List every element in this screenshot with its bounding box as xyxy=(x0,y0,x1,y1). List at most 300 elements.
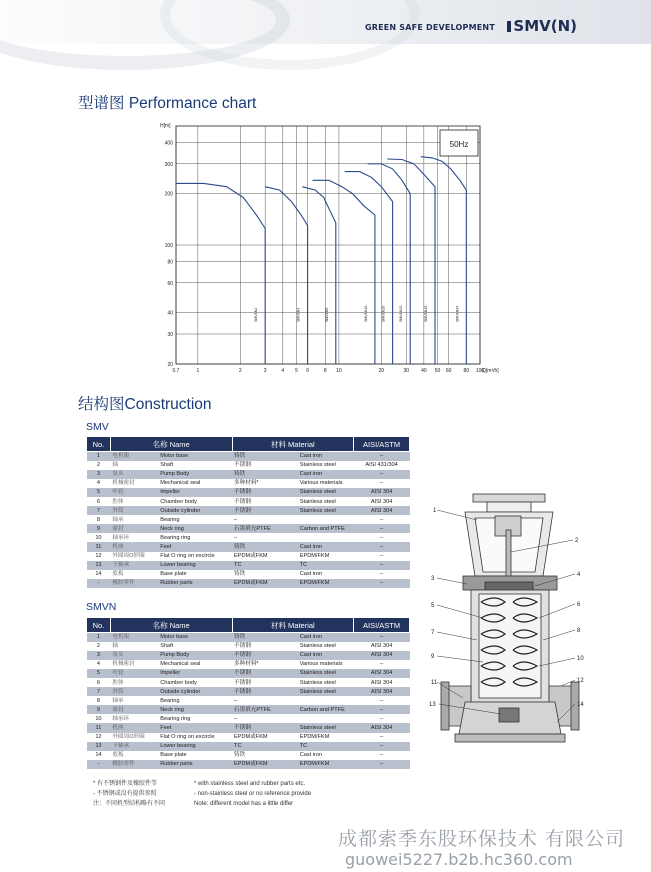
x-tick-label: 80 xyxy=(463,368,470,374)
table-row xyxy=(87,461,410,470)
cell-en: Lower bearing xyxy=(158,742,232,751)
note-zh-3: 注：不同机型结构略有不同 xyxy=(93,801,166,807)
cell-zh: 底板 xyxy=(110,751,158,760)
cell-en: Bearing xyxy=(158,515,232,524)
cell-en: Bearing xyxy=(158,696,232,705)
inlet-flange xyxy=(441,682,449,730)
cell-mzh: 铸铁 xyxy=(232,751,298,760)
cell-mzh: 不锈钢 xyxy=(232,642,298,651)
x-tick-label: 30 xyxy=(403,368,410,374)
performance-chart xyxy=(150,118,499,380)
cell-men: Cast iron xyxy=(298,751,354,760)
cell-mzh: 铸铁 xyxy=(232,542,298,551)
table-row xyxy=(87,515,410,524)
cell-zh: 外筒 xyxy=(110,506,158,515)
series-label: SMV1N32 xyxy=(399,305,404,322)
callout-number: 1 xyxy=(433,508,437,514)
callout-number: 6 xyxy=(577,602,581,608)
cell-mzh: EPDM或FKM xyxy=(232,552,298,561)
cell-zh: 轴 xyxy=(110,461,158,470)
watermark-url: guowei5227.b2b.hc360.com xyxy=(345,850,573,869)
cell-no: 12 xyxy=(87,733,111,742)
cell-mzh: 不锈钢 xyxy=(232,687,298,696)
table-row xyxy=(87,760,410,769)
cell-mzh: 不锈钢 xyxy=(232,488,298,497)
cell-en: Mechanical seal xyxy=(158,660,232,669)
logo-mark-icon xyxy=(507,21,511,32)
x-tick-label: 2 xyxy=(238,368,242,374)
cell-no: 14 xyxy=(87,570,111,579)
table-row xyxy=(87,470,410,479)
performance-title-zh: 型谱图 xyxy=(78,94,125,112)
cell-aisi: – xyxy=(354,660,410,669)
cell-men: Stainless steel xyxy=(298,497,354,506)
table-row xyxy=(87,633,410,642)
cell-aisi: AISI 304 xyxy=(354,497,410,506)
x-tick-label: 10 xyxy=(336,368,342,374)
cell-men: EPDM/FKM xyxy=(298,552,354,561)
cell-aisi: – xyxy=(354,633,410,642)
cell-zh: 电机架 xyxy=(110,633,158,642)
cell-en: Rubber parts xyxy=(158,579,232,588)
smvn-material-table xyxy=(86,617,410,769)
x-tick-label: 50 xyxy=(434,368,441,374)
cell-men: EPDM/FKM xyxy=(298,733,354,742)
cell-en: Bearing ring xyxy=(158,533,232,542)
cell-en: Feet xyxy=(158,542,232,551)
cell-zh: 轴承 xyxy=(110,515,158,524)
note-zh-2: - 不锈钢或没有提供参照 xyxy=(93,791,157,797)
table-row xyxy=(87,488,410,497)
table-row xyxy=(87,660,410,669)
cell-mzh: TC xyxy=(232,742,298,751)
coupling-housing xyxy=(487,502,531,512)
x-tick-label: 6 xyxy=(306,368,310,374)
cell-en: Flat O ring on excircle xyxy=(158,733,232,742)
cell-aisi: – xyxy=(354,561,410,570)
cell-no: 7 xyxy=(87,687,111,696)
table-row xyxy=(87,678,410,687)
cell-aisi: – xyxy=(354,452,410,461)
cell-zh: 下轴承 xyxy=(110,742,158,751)
y-tick-label: 400 xyxy=(164,140,173,147)
cell-men: Stainless steel xyxy=(298,678,354,687)
cell-aisi: – xyxy=(354,570,410,579)
cell-zh: 橡胶零件 xyxy=(110,579,158,588)
callout-number: 9 xyxy=(431,654,435,660)
cell-men xyxy=(298,515,354,524)
notes-zh xyxy=(93,779,165,809)
cell-mzh: – xyxy=(232,714,298,723)
cell-mzh: 不锈钢 xyxy=(232,651,298,660)
cell-mzh: 不锈钢 xyxy=(232,723,298,732)
x-tick-label: 1 xyxy=(196,368,200,374)
cell-zh: 底板 xyxy=(110,570,158,579)
callout-number: 13 xyxy=(429,702,436,708)
cell-no: - xyxy=(87,760,111,769)
cell-aisi: AISI 304 xyxy=(354,488,410,497)
pump-cross-section-diagram xyxy=(425,490,595,760)
cell-no: 5 xyxy=(87,488,111,497)
cell-en: Lower bearing xyxy=(158,561,232,570)
cell-mzh: EPDM或FKM xyxy=(232,760,298,769)
table-row xyxy=(87,497,410,506)
cell-aisi: – xyxy=(354,479,410,488)
cell-en: Motor base xyxy=(158,633,232,642)
callout-number: 7 xyxy=(431,630,435,636)
y-tick-label: 200 xyxy=(164,191,173,198)
cell-men: Various materials xyxy=(298,479,354,488)
cell-men: Stainless steel xyxy=(298,461,354,470)
table-row xyxy=(87,705,410,714)
motor-flange xyxy=(473,494,545,502)
cell-en: Impeller xyxy=(158,669,232,678)
cell-aisi: AISI 304 xyxy=(354,687,410,696)
table-row xyxy=(87,579,410,588)
cell-no: 4 xyxy=(87,660,111,669)
header-name: 名称 Name xyxy=(110,437,232,452)
cell-no: 1 xyxy=(87,452,111,461)
cell-zh: 腔体 xyxy=(110,678,158,687)
cell-aisi: AISI 304 xyxy=(354,642,410,651)
cell-en: Base plate xyxy=(158,570,232,579)
cell-men: EPDM/FKM xyxy=(298,760,354,769)
cell-men: Carbon and PTFE xyxy=(298,524,354,533)
y-tick-label: 30 xyxy=(167,332,173,339)
cell-no: 8 xyxy=(87,696,111,705)
series-label: SMV1N10 xyxy=(363,305,368,322)
series-label: SMV1N64 xyxy=(455,305,460,322)
cell-aisi: – xyxy=(354,760,410,769)
callout-number: 3 xyxy=(431,576,435,582)
cell-mzh: 多种材料* xyxy=(232,479,298,488)
header-aisi: AISI/ASTM xyxy=(354,437,410,452)
cell-aisi: – xyxy=(354,470,410,479)
cell-no: - xyxy=(87,579,111,588)
cell-no: 4 xyxy=(87,479,111,488)
cell-aisi: AISI 304 xyxy=(354,678,410,687)
cell-men: Cast iron xyxy=(298,570,354,579)
construction-title-zh: 结构图 xyxy=(78,395,125,413)
cell-zh: 外筒 xyxy=(110,687,158,696)
pump-drawing xyxy=(441,494,579,742)
callout-number: 4 xyxy=(577,572,581,578)
performance-title-en: Performance chart xyxy=(128,95,257,112)
cell-mzh: 铸铁 xyxy=(232,452,298,461)
construction-section-title xyxy=(78,392,212,414)
series-label: SMV1N20 xyxy=(381,305,386,322)
cell-zh: 机座 xyxy=(110,723,158,732)
cell-en: Chamber body xyxy=(158,497,232,506)
table-row xyxy=(87,533,410,542)
cell-no: 5 xyxy=(87,669,111,678)
frequency-label: 50Hz xyxy=(449,140,469,149)
cell-en: Pump Body xyxy=(158,470,232,479)
cell-aisi: AISI 431/304 xyxy=(354,461,410,470)
cell-men: Cast iron xyxy=(298,452,354,461)
callout-number: 12 xyxy=(577,678,584,684)
cell-mzh: TC xyxy=(232,561,298,570)
cell-zh: 外圆周O形圈 xyxy=(110,552,158,561)
cell-no: 9 xyxy=(87,705,111,714)
cell-men: Carbon and PTFE xyxy=(298,705,354,714)
cell-no: 2 xyxy=(87,642,111,651)
cell-aisi: – xyxy=(354,524,410,533)
cell-men: Various materials xyxy=(298,660,354,669)
table-row xyxy=(87,751,410,760)
cell-en: Outside cylinder xyxy=(158,506,232,515)
cell-men: EPDM/FKM xyxy=(298,579,354,588)
cell-zh: 叶轮 xyxy=(110,669,158,678)
cell-zh: 泵头 xyxy=(110,651,158,660)
cell-mzh: 不锈钢 xyxy=(232,506,298,515)
smv-table-label: SMV xyxy=(86,421,109,433)
cell-men: Cast iron xyxy=(298,470,354,479)
cell-aisi: – xyxy=(354,552,410,561)
cell-en: Rubber parts xyxy=(158,760,232,769)
series-curve xyxy=(345,172,393,364)
cell-zh: 下轴承 xyxy=(110,561,158,570)
cell-men: TC xyxy=(298,561,354,570)
cell-no: 6 xyxy=(87,678,111,687)
x-tick-label: 8 xyxy=(323,368,327,374)
cell-aisi: – xyxy=(354,515,410,524)
y-tick-label: 80 xyxy=(167,259,173,266)
header-no: No. xyxy=(87,618,111,633)
series-label: SMV1N5 xyxy=(324,307,329,322)
table-row xyxy=(87,524,410,533)
cell-mzh: 铸铁 xyxy=(232,570,298,579)
smvn-table-label: SMVN xyxy=(86,601,117,613)
cell-mzh: 不锈钢 xyxy=(232,461,298,470)
cell-aisi: AISI 304 xyxy=(354,651,410,660)
table-row xyxy=(87,723,410,732)
lower-bearing xyxy=(499,708,519,722)
y-axis-label: H[m] xyxy=(160,123,171,129)
x-tick-label: 4 xyxy=(281,368,285,374)
cell-no: 11 xyxy=(87,723,111,732)
note-en-1: * with stainless steel and rubber parts etc. xyxy=(194,781,306,787)
cell-no: 12 xyxy=(87,552,111,561)
note-en-3: Note: different model has a little differ xyxy=(194,801,294,807)
table-row xyxy=(87,506,410,515)
table-row xyxy=(87,479,410,488)
cell-men: Stainless steel xyxy=(298,488,354,497)
cell-zh: 机械密封 xyxy=(110,660,158,669)
cell-no: 2 xyxy=(87,461,111,470)
table-row xyxy=(87,561,410,570)
cell-en: Shaft xyxy=(158,461,232,470)
cell-aisi: – xyxy=(354,542,410,551)
cell-aisi: AISI 304 xyxy=(354,506,410,515)
cell-en: Flat O ring on excircle xyxy=(158,552,232,561)
cell-no: 3 xyxy=(87,651,111,660)
cell-mzh: 石墨填充PTFE xyxy=(232,705,298,714)
cell-no: 13 xyxy=(87,561,111,570)
cell-men: Cast iron xyxy=(298,542,354,551)
callout-number: 5 xyxy=(431,603,435,609)
table-row xyxy=(87,714,410,723)
cell-mzh: 铸铁 xyxy=(232,470,298,479)
y-tick-label: 20 xyxy=(167,362,173,368)
table-row xyxy=(87,651,410,660)
cell-men: Stainless steel xyxy=(298,723,354,732)
y-tick-label: 40 xyxy=(167,310,173,317)
cell-no: 9 xyxy=(87,524,111,533)
cell-men xyxy=(298,714,354,723)
series-curve xyxy=(176,183,265,364)
series-label: SMV1N4 xyxy=(296,307,301,322)
cell-zh: 轴承环 xyxy=(110,533,158,542)
cell-aisi: – xyxy=(354,696,410,705)
table-row xyxy=(87,542,410,551)
cell-en: Impeller xyxy=(158,488,232,497)
callout-number: 14 xyxy=(577,702,584,708)
cell-men: Cast iron xyxy=(298,651,354,660)
x-tick-label: 0.7 xyxy=(172,368,180,374)
cell-no: 8 xyxy=(87,515,111,524)
cell-zh: 叶轮 xyxy=(110,488,158,497)
table-row xyxy=(87,742,410,751)
cell-aisi: – xyxy=(354,742,410,751)
cell-zh: 密封 xyxy=(110,524,158,533)
smv-material-table xyxy=(86,436,410,588)
cell-en: Neck ring xyxy=(158,524,232,533)
cell-aisi: – xyxy=(354,733,410,742)
cell-zh: 外圆周O形圈 xyxy=(110,733,158,742)
cell-men: Stainless steel xyxy=(298,642,354,651)
cell-no: 13 xyxy=(87,742,111,751)
cell-en: Chamber body xyxy=(158,678,232,687)
series-curve xyxy=(265,187,307,364)
x-tick-label: 100 xyxy=(475,368,485,374)
cell-aisi: AISI 304 xyxy=(354,723,410,732)
cell-mzh: – xyxy=(232,696,298,705)
cell-aisi: – xyxy=(354,714,410,723)
callout-number: 10 xyxy=(577,656,584,662)
cell-en: Pump Body xyxy=(158,651,232,660)
note-en-2: - non-stainless steel or no reference provide xyxy=(194,791,312,797)
cell-men: Stainless steel xyxy=(298,687,354,696)
cell-mzh: EPDM或FKM xyxy=(232,579,298,588)
cell-zh: 橡胶零件 xyxy=(110,760,158,769)
cell-mzh: 铸铁 xyxy=(232,633,298,642)
cell-men xyxy=(298,696,354,705)
x-tick-label: 20 xyxy=(378,368,385,374)
cell-men xyxy=(298,533,354,542)
series-label: SMV1N2 xyxy=(254,307,259,322)
x-axis-label: Q[m³/h] xyxy=(482,368,499,374)
cell-zh: 电机架 xyxy=(110,452,158,461)
smv-table-body xyxy=(87,452,410,588)
cell-zh: 轴 xyxy=(110,642,158,651)
callout-number: 2 xyxy=(575,538,579,544)
header-aisi: AISI/ASTM xyxy=(354,618,410,633)
note-zh-1: * 有不锈钢件及橡胶件等 xyxy=(93,781,158,787)
table-row xyxy=(87,570,410,579)
y-tick-label: 60 xyxy=(167,280,173,287)
cell-en: Base plate xyxy=(158,751,232,760)
cell-zh: 轴承环 xyxy=(110,714,158,723)
cell-en: Outside cylinder xyxy=(158,687,232,696)
cell-en: Feet xyxy=(158,723,232,732)
cell-mzh: 不锈钢 xyxy=(232,669,298,678)
table-row xyxy=(87,687,410,696)
table-row xyxy=(87,696,410,705)
header-material: 材料 Material xyxy=(232,437,354,452)
cell-zh: 机械密封 xyxy=(110,479,158,488)
header-material: 材料 Material xyxy=(232,618,354,633)
construction-title-en: Construction xyxy=(124,396,212,413)
cell-men: Stainless steel xyxy=(298,506,354,515)
chamber-stack xyxy=(479,594,541,698)
cell-zh: 腔体 xyxy=(110,497,158,506)
header-no: No. xyxy=(87,437,111,452)
table-row xyxy=(87,733,410,742)
cell-mzh: – xyxy=(232,515,298,524)
cell-mzh: 多种材料* xyxy=(232,660,298,669)
table-row xyxy=(87,669,410,678)
product-logo: SMV(N) xyxy=(513,17,577,35)
cell-no: 3 xyxy=(87,470,111,479)
cell-aisi: – xyxy=(354,533,410,542)
cell-en: Bearing ring xyxy=(158,714,232,723)
cell-en: Motor base xyxy=(158,452,232,461)
cell-aisi: AISI 304 xyxy=(354,669,410,678)
table-header-row xyxy=(87,618,410,633)
cell-no: 11 xyxy=(87,542,111,551)
x-tick-label: 60 xyxy=(445,368,452,374)
base-plate xyxy=(455,734,565,742)
x-tick-label: 5 xyxy=(295,368,298,374)
cell-men: Cast iron xyxy=(298,633,354,642)
table-row xyxy=(87,642,410,651)
cell-mzh: EPDM或FKM xyxy=(232,733,298,742)
table-row xyxy=(87,452,410,461)
cell-no: 10 xyxy=(87,714,111,723)
cell-mzh: 不锈钢 xyxy=(232,497,298,506)
cell-men: TC xyxy=(298,742,354,751)
header-name: 名称 Name xyxy=(110,618,232,633)
cell-zh: 机座 xyxy=(110,542,158,551)
x-tick-label: 3 xyxy=(263,368,267,374)
table-row xyxy=(87,552,410,561)
x-tick-label: 40 xyxy=(421,368,427,374)
cell-en: Mechanical seal xyxy=(158,479,232,488)
cell-en: Shaft xyxy=(158,642,232,651)
y-tick-label: 100 xyxy=(164,243,173,249)
notes-en xyxy=(194,779,311,809)
series-curve xyxy=(313,180,375,364)
cell-no: 6 xyxy=(87,497,111,506)
cell-no: 10 xyxy=(87,533,111,542)
cell-no: 1 xyxy=(87,633,111,642)
cell-aisi: – xyxy=(354,579,410,588)
brand-slogan: GREEN SAFE DEVELOPMENT xyxy=(364,23,495,32)
cell-no: 7 xyxy=(87,506,111,515)
cell-no: 14 xyxy=(87,751,111,760)
watermark-company: 成都索季东股环保技术 有限公司 xyxy=(338,828,626,850)
cell-men: Stainless steel xyxy=(298,669,354,678)
cell-mzh: 石墨填充PTFE xyxy=(232,524,298,533)
cell-zh: 密封 xyxy=(110,705,158,714)
cell-mzh: – xyxy=(232,533,298,542)
cell-mzh: 不锈钢 xyxy=(232,678,298,687)
cell-en: Neck ring xyxy=(158,705,232,714)
smvn-table-body xyxy=(87,633,410,769)
performance-section-title xyxy=(78,91,256,113)
y-tick-label: 300 xyxy=(164,161,173,168)
